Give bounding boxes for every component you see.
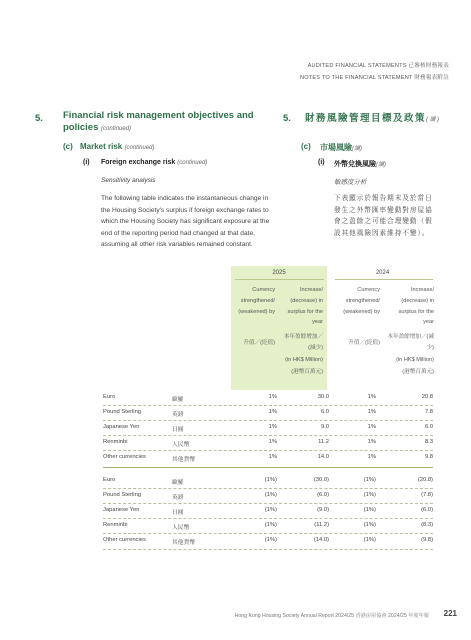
currency-change-2024: 1% <box>367 424 376 430</box>
currency-name-zh: 其他貨幣 <box>172 540 196 546</box>
subsubsection-title-en <box>101 159 207 166</box>
currency-change-2025: 1% <box>268 409 277 415</box>
currency-name-en: Pound Sterling <box>103 492 142 498</box>
table-row <box>103 537 433 547</box>
currency-change-2024: (1%) <box>363 492 376 498</box>
currency-name-zh: 人民幣 <box>172 525 190 531</box>
header-line1-zh: 已審核財務報表 <box>408 63 449 69</box>
currency-change-2024: (1%) <box>363 477 376 483</box>
surplus-change-2025: (11.2) <box>314 522 329 528</box>
header-line1-en: AUDITED FINANCIAL STATEMENTS <box>307 63 407 69</box>
row-divider <box>103 503 433 504</box>
currency-name-en: Renminbi <box>103 439 128 445</box>
surplus-change-2024: (20.8) <box>417 477 433 483</box>
surplus-change-2025: (30.0) <box>313 477 329 483</box>
subsubsection-label-zh: (i) <box>318 159 325 166</box>
currency-change-2024: (1%) <box>363 537 376 543</box>
subsection-title-zh-text: 市場風險 <box>320 143 352 152</box>
surplus-change-2024: (8.3) <box>421 522 433 528</box>
currency-name-zh: 英鎊 <box>172 412 184 418</box>
currency-name-en: Renminbi <box>103 522 128 528</box>
currency-change-2024: 1% <box>367 394 376 400</box>
subsubsection-title-zh <box>334 159 386 169</box>
paragraph-zh: 下表顯示於報告期末及於當日發生之外幣匯率變動對房屋協會之盈餘之可能合理變動（假設其他風險因素維持不變）。 <box>334 195 433 237</box>
section-continued-en: (continued) <box>101 126 132 132</box>
header-line2-zh: 財務報表附註 <box>414 75 449 81</box>
currency-name-en: Other currencies <box>103 454 146 460</box>
subsubsection-label-en: (i) <box>83 159 90 166</box>
currency-name-en: Other currencies <box>103 537 146 543</box>
unit-2025-en: (in HK$ Million) <box>285 357 323 363</box>
footer-text: Hong Kong Housing Society Annual Report 2024/25 香港房屋協會 2024/25 年度年報 <box>234 613 429 619</box>
surplus-change-2025: 30.0 <box>317 394 329 400</box>
page-number: 221 <box>443 609 457 618</box>
running-header-line1 <box>308 61 449 69</box>
row-divider <box>103 518 433 519</box>
currency-name-zh: 人民幣 <box>172 442 190 448</box>
currency-change-2025: 1% <box>268 439 277 445</box>
subsection-title-en-text: Market risk <box>80 142 123 151</box>
currency-change-2025: (1%) <box>264 522 277 528</box>
surplus-change-2025: 14.0 <box>317 454 329 460</box>
col-surplus-2024-heading: Increase/ (decrease) in surplus for the year <box>398 287 434 326</box>
subsection-title-zh <box>320 142 362 153</box>
col-currency-2024-heading: Currency strengthened/ (weakened) by <box>343 287 380 315</box>
row-divider <box>103 450 433 451</box>
table-row <box>103 439 433 449</box>
section-title-en <box>63 110 263 135</box>
subsection-label-en: (c) <box>63 142 73 151</box>
col-surplus-2025-heading: Increase/ (decrease) in surplus for the year <box>287 287 323 326</box>
subsubsection-continued-en: (continued) <box>177 160 208 166</box>
surplus-change-2024: (9.8) <box>421 537 433 543</box>
table-row <box>103 477 433 487</box>
surplus-change-2024: (7.8) <box>421 492 433 498</box>
currency-name-zh: 歐羅 <box>172 480 184 486</box>
surplus-change-2024: (6.0) <box>421 507 433 513</box>
table-row <box>103 454 433 464</box>
currency-change-2025: 1% <box>268 424 277 430</box>
unit-2024-en: (in HK$ Million) <box>396 357 434 363</box>
col-currency-2024-zh: 升值／(貶值) <box>348 340 380 346</box>
currency-change-2025: (1%) <box>264 537 277 543</box>
subsubsection-title-en-text: Foreign exchange risk <box>101 159 176 166</box>
currency-name-zh: 日圓 <box>172 510 184 516</box>
surplus-change-2025: (14.0) <box>313 537 329 543</box>
currency-name-en: Euro <box>103 394 116 400</box>
currency-change-2025: (1%) <box>264 477 277 483</box>
row-divider <box>103 420 433 421</box>
table-row <box>103 492 433 502</box>
table-row <box>103 507 433 517</box>
col-surplus-2025-zh: 本年盈餘增加／(減少) <box>283 334 323 351</box>
currency-name-en: Pound Sterling <box>103 409 142 415</box>
table-row <box>103 522 433 532</box>
currency-name-zh: 英鎊 <box>172 495 184 501</box>
col-surplus-2024-zh: 本年盈餘增加／(減少) <box>387 334 434 351</box>
group-divider <box>103 467 433 468</box>
currency-name-zh: 歐羅 <box>172 397 184 403</box>
surplus-change-2025: 6.0 <box>320 409 329 415</box>
currency-change-2024: 1% <box>367 454 376 460</box>
surplus-change-2024: 9.8 <box>424 454 433 460</box>
currency-name-en: Japanese Yen <box>103 507 140 513</box>
currency-change-2024: (1%) <box>363 522 376 528</box>
subsection-continued-zh: (續) <box>352 146 362 152</box>
table-bottom-rule <box>103 549 433 550</box>
surplus-change-2025: 9.0 <box>320 424 329 430</box>
surplus-change-2024: 7.8 <box>424 409 433 415</box>
unit-2025-zh: (港幣百萬元) <box>291 369 323 375</box>
currency-name-zh: 其他貨幣 <box>172 457 196 463</box>
section-number-zh: 5. <box>283 113 291 124</box>
section-title-zh <box>305 113 441 126</box>
col-currency-2025-heading: Currency strengthened/ (weakened) by <box>238 287 275 315</box>
year-2024-rule <box>335 279 433 280</box>
table-row <box>103 394 433 404</box>
year-2025-heading: 2025 <box>272 270 286 276</box>
unit-2024-zh: (港幣百萬元) <box>402 369 434 375</box>
subsection-title-en <box>80 142 155 151</box>
surplus-change-2024: 8.3 <box>424 439 433 445</box>
header-line2-en: NOTES TO THE FINANCIAL STATEMENT <box>299 75 413 81</box>
row-divider <box>103 405 433 406</box>
row-divider <box>103 488 433 489</box>
currency-change-2024: 1% <box>367 409 376 415</box>
row-divider <box>103 435 433 436</box>
section-title-zh-text: 財務風險管理目標及政策 <box>305 113 427 124</box>
section-continued-zh: (續) <box>426 117 441 123</box>
currency-name-en: Japanese Yen <box>103 424 140 430</box>
section-number-en: 5. <box>35 113 43 124</box>
surplus-change-2025: (6.0) <box>317 492 329 498</box>
currency-change-2025: 1% <box>268 454 277 460</box>
sensitivity-heading-zh: 敏感度分析 <box>334 179 367 186</box>
currency-change-2025: (1%) <box>264 492 277 498</box>
currency-name-zh: 日圓 <box>172 427 184 433</box>
subsubsection-continued-zh: (續) <box>376 162 386 168</box>
subsection-continued-en: (continued) <box>124 145 155 151</box>
surplus-change-2025: (9.0) <box>317 507 329 513</box>
section-title-en-text: Financial risk management objectives and policies <box>63 110 254 133</box>
year-2024-heading: 2024 <box>375 270 390 276</box>
row-divider <box>103 533 433 534</box>
surplus-change-2024: 6.0 <box>424 424 433 430</box>
currency-change-2025: 1% <box>268 394 277 400</box>
currency-name-en: Euro <box>103 477 116 483</box>
table-row <box>103 424 433 434</box>
table-row <box>103 409 433 419</box>
col-currency-2025-zh: 升值／(貶值) <box>243 340 275 346</box>
sensitivity-heading-en: Sensitivity analysis <box>101 177 156 184</box>
surplus-change-2024: 20.8 <box>421 394 433 400</box>
subsection-label-zh: (c) <box>301 142 311 151</box>
surplus-change-2025: 11.2 <box>318 439 329 445</box>
running-header-line2 <box>300 73 449 81</box>
paragraph-en: The following table indicates the instantaneous change in the Housing Society's surplus if foreign exchange rates to which the Housing Society has significant exposure at the end of the reporting period had changed at that date, assuming all other risk variables remained constant. <box>101 195 270 249</box>
currency-change-2025: (1%) <box>264 507 277 513</box>
subsubsection-title-zh-text: 外幣兌換風險 <box>334 161 376 168</box>
year-2025-rule <box>235 279 324 280</box>
currency-change-2024: (1%) <box>363 507 376 513</box>
currency-change-2024: 1% <box>367 439 376 445</box>
